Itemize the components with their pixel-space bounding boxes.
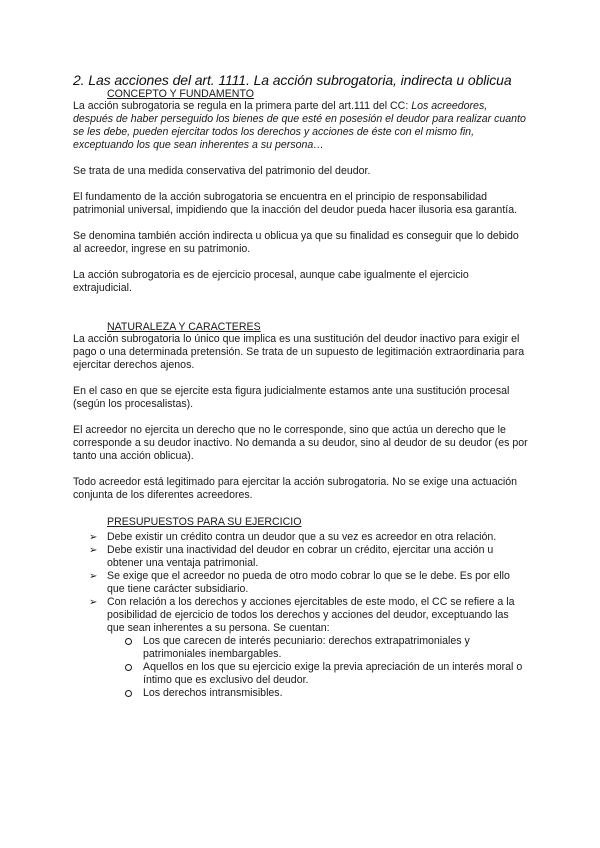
section-heading-naturaleza: NATURALEZA Y CARACTERES (107, 321, 261, 333)
list-item: ➢ Debe existir una inactividad del deudor en cobrar un crédito, ejercitar una acción u obtener una ventaja patrimonial. (89, 544, 494, 569)
page-title: 2. Las acciones del art. 1111. La acción subrogatoria, indirecta u oblicua (73, 72, 512, 88)
paragraph-procesal: En el caso en que se ejercite esta figura judicialmente estamos ante una sustitución procesal (según los procesalistas). (73, 385, 510, 410)
circle-bullet-icon (125, 664, 132, 671)
arrow-bullet-icon: ➢ (89, 545, 98, 556)
paragraph-ejercicio: La acción subrogatoria es de ejercicio procesal, aunque cabe igualmente el ejercicio extrajudicial. (73, 269, 469, 294)
paragraph-denominacion: Se denomina también acción indirecta u oblicua ya que su finalidad es conseguir que lo debido al acreedor, ingrese en su patrimonio. (73, 230, 519, 255)
arrow-bullet-icon: ➢ (89, 571, 98, 582)
circle-bullet-icon (125, 690, 132, 697)
section-heading-concepto: CONCEPTO Y FUNDAMENTO (107, 88, 254, 100)
arrow-bullet-icon: ➢ (89, 532, 98, 543)
sublist-item: Los derechos intransmisibles. (107, 687, 529, 700)
paragraph-medida: Se trata de una medida conservativa del patrimonio del deudor. (73, 165, 371, 177)
list-item: ➢ Debe existir un crédito contra un deudor que a su vez es acreedor en otra relación. (89, 531, 497, 543)
paragraph-acreedor: El acreedor no ejercita un derecho que no le corresponde, sino que actúa un derecho que le corresponde a su deudor inactivo. No demanda a su deudor, sino al deudor de su deudor (es por tanto una acción oblicua). (73, 424, 528, 462)
document-content (73, 72, 529, 700)
list-item: ➢ Se exige que el acreedor no pueda de otro modo cobrar lo que se le debe. Es por ello que tiene carácter subsidiario. (89, 570, 510, 595)
requirements-list (73, 531, 529, 700)
paragraph-fundamento: El fundamento de la acción subrogatoria se encuentra en el principio de responsabilidad patrimonial universal, impidiendo que la inacción del deudor pueda hacer ilusoria esa garantía. (73, 191, 518, 216)
arrow-bullet-icon: ➢ (89, 597, 98, 608)
exceptions-sublist (107, 635, 529, 700)
paragraph-regulation-text: La acción subrogatoria se regula en la primera parte del art.111 del CC: (73, 100, 412, 112)
paragraph-legitimacion: Todo acreedor está legitimado para ejercitar la acción subrogatoria. No se exige una actuación conjunta de los diferentes acreedores. (73, 476, 518, 501)
section-heading-presupuestos: PRESUPUESTOS PARA SU EJERCICIO (107, 516, 302, 528)
sublist-item: Los que carecen de interés pecuniario: derechos extrapatrimoniales y patrimoniales inembargables. (107, 635, 529, 661)
paragraph-regulation (73, 100, 529, 152)
sublist-item: Aquellos en los que su ejercicio exige la previa apreciación de un interés moral o íntimo que es exclusivo del deudor. (107, 661, 529, 687)
paragraph-sustitucion: La acción subrogatoria lo único que implica es una sustitución del deudor inactivo para exigir el pago o una determinada pretensión. Se trata de un supuesto de legitimación extraordinaria para ejercitar derechos ajenos. (73, 333, 525, 371)
article-quote: Los acreedores, después de haber perseguido los bienes de que esté en posesión el deudor para realizar cuanto se les debe, pueden ejercitar todos los derechos y acciones de éste con el mismo fin, exceptuando los que sean inherentes a su persona… (73, 100, 526, 151)
circle-bullet-icon (125, 638, 132, 645)
list-item: ➢ Con relación a los derechos y acciones ejercitables de este modo, el CC se refiere a la posibilidad de ejercicio de todos los derechos y acciones del deudor, exceptuando las que sean inherentes a su persona. Se cuentan: Los que carecen de interés pecuniario: derechos extrapatrimoniales y patrimoniales inembargables. Aquellos en los que su ejercicio exige la previa apreciación de un interés moral o íntimo que es exclusivo del deudor. Los derechos intransmisibles. (73, 596, 529, 700)
